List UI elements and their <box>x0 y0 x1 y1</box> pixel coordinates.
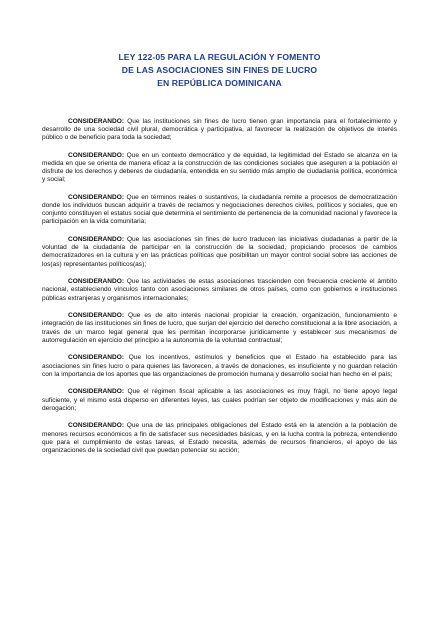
title-line-1: LEY 122-05 PARA LA REGULACIÓN Y FOMENTO <box>118 52 321 62</box>
considerando-text: Que en términos reales o sustantivos, la ciudadanía remite a procesos de democratización donde los individuos buscan adquirir a través de reclamos y negociaciones derechos civiles, políticos y sociales, que en conjunto constituyen el estatus social que determina el sentimiento de pertenencia de la comunidad nacional y favorece la participación en la vida comunitaria; <box>42 193 397 226</box>
considerando-lead: CONSIDERANDO: <box>68 278 125 286</box>
considerando-lead: CONSIDERANDO: <box>68 422 125 430</box>
considerando-text: Que una de las principales obligaciones del Estado está en la atención a la población de menores recursos económicos a fin de satisfacer sus necesidades básicas, y en la lucha contra la pobreza, entendiendo que para el cumplimiento de estas tareas, el Estado necesita, además de recursos financieros, el apoyo de las organizaciones de la sociedad civil que puedan potenciar su acción; <box>42 422 397 455</box>
considerando-text: Que las actividades de estas asociaciones trascienden con frecuencia creciente el ámbito nacional, estableciendo vínculos tanto con asociaciones similares de otros países, como con gobiernos e instituciones públicas extranjeras y organismos internacionales; <box>42 278 397 302</box>
considerando-text: Que el régimen fiscal aplicable a las asociaciones es muy frágil, no tiene apoyo legal suficiente, y el mismo está disperso en diferentes leyes, las cuales podrían ser objeto de modificaciones y más aún de derogación; <box>42 388 397 412</box>
title-line-3: EN REPÚBLICA DOMINICANA <box>157 78 282 89</box>
considerando-text: Que las instituciones sin fines de lucro tienen gran importancia para el fortalecimiento y desarrollo de una sociedad civil plural, democrática y participativa, al favorecer la realización de objetivos de interés público o de beneficio para toda la sociedad; <box>42 117 397 142</box>
considerando-paragraph <box>42 388 397 413</box>
document-title <box>42 51 397 91</box>
considerando-lead: CONSIDERANDO: <box>68 312 125 320</box>
considerando-lead: CONSIDERANDO: <box>68 236 125 244</box>
considerando-paragraph <box>42 194 397 227</box>
considerando-paragraph <box>42 312 397 345</box>
considerando-list <box>42 118 397 456</box>
considerando-text: Que los incentivos, estímulos y beneficios que el Estado ha establecido para las asociaciones sin fines lucro o para quienes las favorecen, a través de donaciones, es insuficiente y no guardan relación con la importancia de los aportes que las organizaciones de promoción humana y desarrollo social han hecho en el país; <box>42 354 397 378</box>
considerando-text: Que las asociaciones sin fines de lucro traducen las iniciativas ciudadanas a partir de la voluntad de la ciudadanía de participar en la construcción de la sociedad, propiciando procesos de cambios democratizadores en la cultura y en las prácticas políticas que posibilitan un mayor control social sobre las acciones de los(as) representantes políticos(as); <box>42 236 397 268</box>
considerando-lead: CONSIDERANDO: <box>68 388 125 396</box>
considerando-paragraph <box>42 236 397 269</box>
considerando-lead: CONSIDERANDO: <box>68 151 125 159</box>
considerando-text: Que en un contexto democrático y de equidad, la legitimidad del Estado se alcanza en la medida en que se orienta de manera eficaz a la construcción de las condiciones sociales que aseguren a la población el disfrute de los derechos y deberes de ciudadanía, entendida en su sentido más amplio de ciudadanía política, económica y social; <box>42 151 397 184</box>
considerando-paragraph <box>42 118 397 143</box>
considerando-paragraph <box>42 422 397 455</box>
considerando-text: Que es de alto interés nacional propiciar la creación, organización, funcionamiento e integración de las instituciones sin fines de lucro, que surjan del ejercicio del derecho constitucional a la libre asociación, a través de un marco legal general que les permitan incorporarse jurídicamente y establecer sus mecanismos de autorregulación en ejercicio del principio a la autonomía de la voluntad contractual; <box>42 312 397 344</box>
considerando-lead: CONSIDERANDO: <box>68 193 125 201</box>
considerando-paragraph <box>42 278 397 303</box>
considerando-paragraph <box>42 152 397 185</box>
considerando-lead: CONSIDERANDO: <box>68 354 125 362</box>
considerando-lead: CONSIDERANDO: <box>68 117 125 125</box>
title-line-2: DE LAS ASOCIACIONES SIN FINES DE LUCRO <box>121 65 318 76</box>
considerando-paragraph <box>42 354 397 379</box>
